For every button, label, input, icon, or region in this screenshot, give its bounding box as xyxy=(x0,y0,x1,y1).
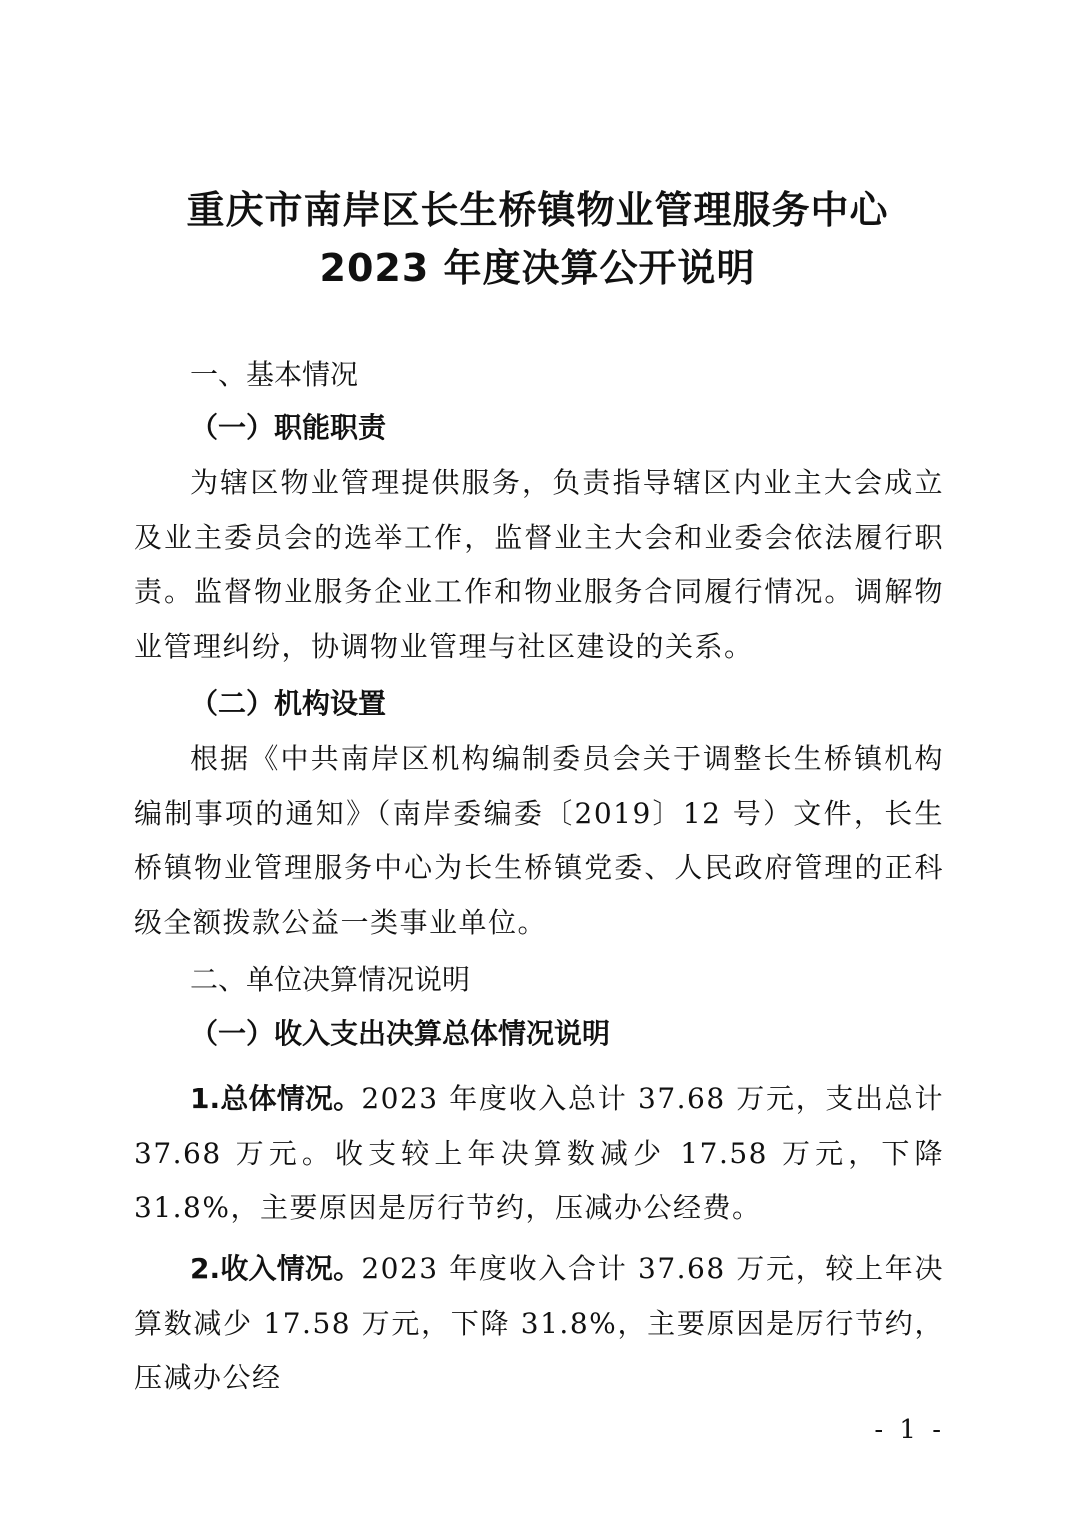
item-text-income: 2023 年度收入合计 37.68 万元，较上年决算数减少 17.58 万元，下降 31.8%，主要原因是厉行节约，压减办公经 xyxy=(134,1252,944,1394)
document-title-line1: 重庆市南岸区长生桥镇物业管理服务中心 xyxy=(186,188,889,232)
section-heading-budget-explanation: 二、单位决算情况说明 xyxy=(190,963,471,996)
document-title-line2: 2023 年度决算公开说明 xyxy=(319,246,756,290)
paragraph-income xyxy=(134,1242,944,1406)
page-number: - 1 - xyxy=(874,1415,945,1445)
item-label-overall: 1.总体情况。 xyxy=(190,1082,362,1115)
paragraph-functions: 为辖区物业管理提供服务，负责指导辖区内业主大会成立及业主委员会的选举工作，监督业主大会和业委会依法履行职责。监督物业服务企业工作和物业服务合同履行情况。调解物业管理纠纷，协调物业管理与社区建设的关系。 xyxy=(134,466,944,663)
item-label-income: 2.收入情况。 xyxy=(190,1252,362,1285)
item-text-overall: 2023 年度收入总计 37.68 万元，支出总计 37.68 万元。收支较上年决算数减少 17.58 万元，下降 31.8%，主要原因是厉行节约，压减办公经费。 xyxy=(134,1082,944,1224)
subsection-heading-organization: （二）机构设置 xyxy=(190,687,387,720)
subsection-heading-functions: （一）职能职责 xyxy=(190,411,387,444)
paragraph-organization: 根据《中共南岸区机构编制委员会关于调整长生桥镇机构编制事项的通知》（南岸委编委〔2019〕12 号）文件，长生桥镇物业管理服务中心为长生桥镇党委、人民政府管理的正科级全额拨款公益一类事业单位。 xyxy=(134,742,944,939)
subsection-heading-income-expenditure: （一）收入支出决算总体情况说明 xyxy=(190,1017,611,1050)
paragraph-overall xyxy=(134,1072,944,1236)
section-heading-basic-info: 一、基本情况 xyxy=(190,358,359,391)
